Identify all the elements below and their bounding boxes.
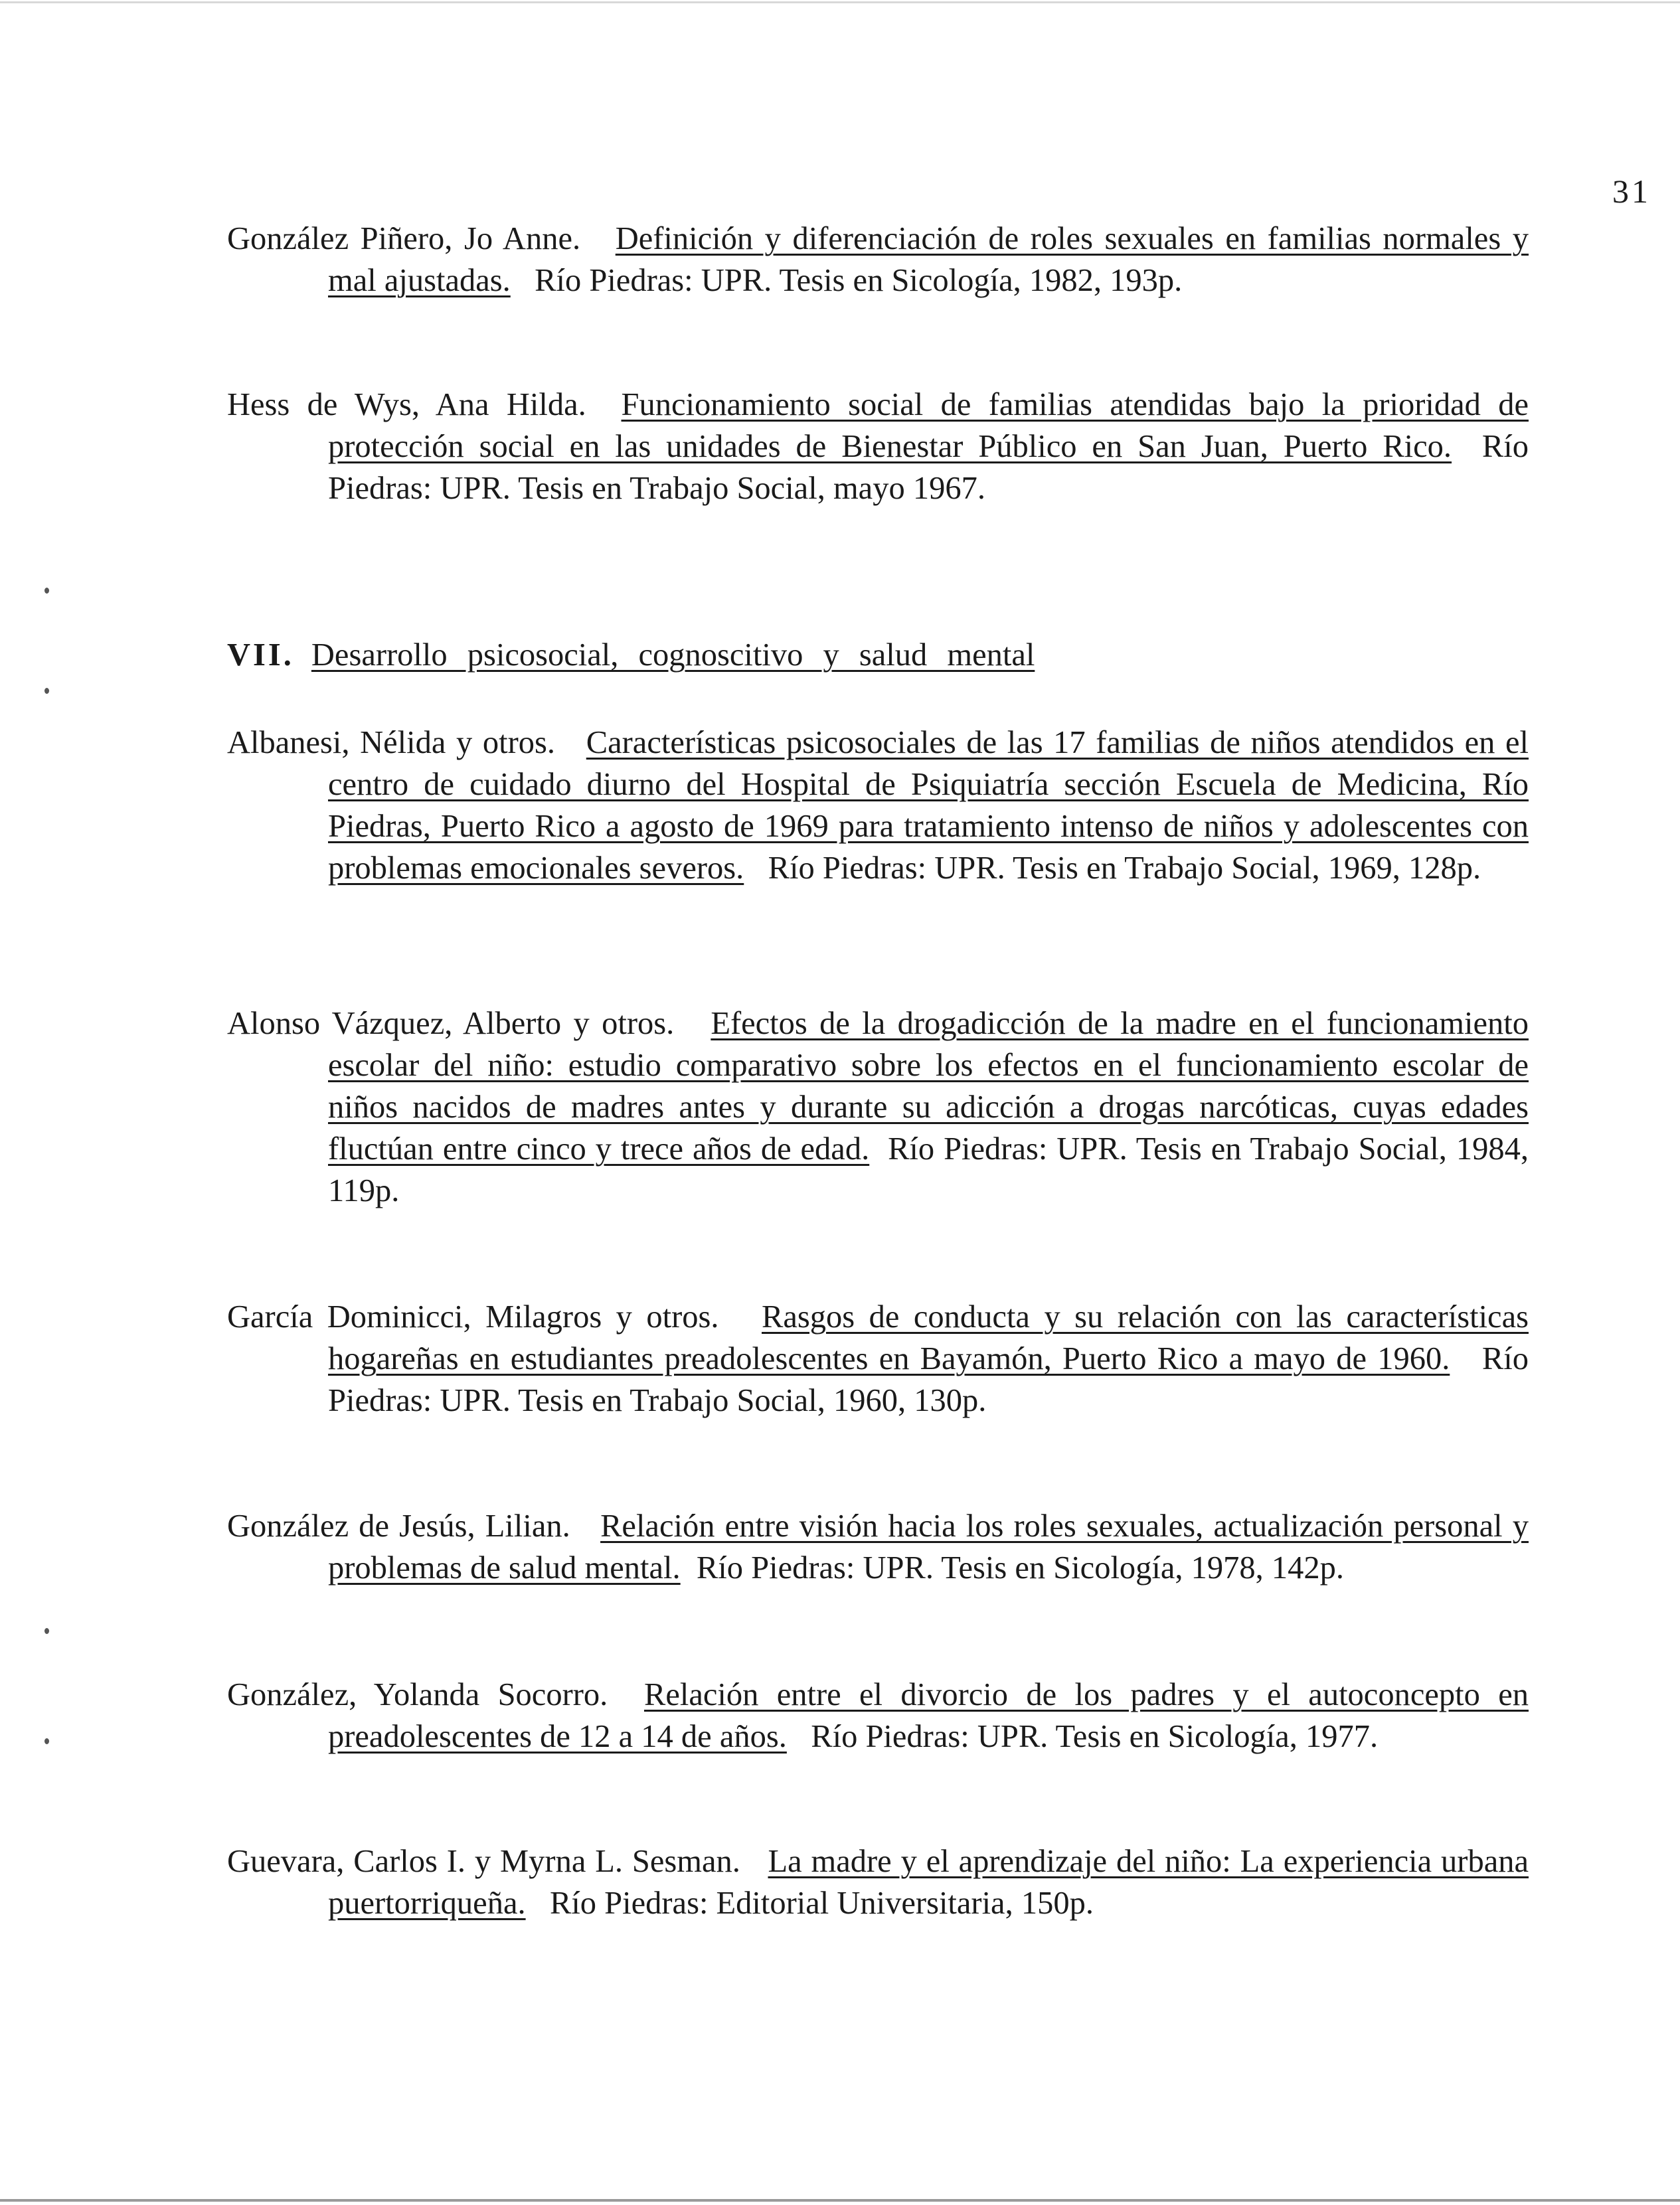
entry-author: González Piñero, Jo Anne. xyxy=(227,221,581,256)
entry-publication: Río Piedras: UPR. Tesis en Sicología, 1977. xyxy=(811,1719,1379,1754)
entry-author: Alonso Vázquez, Alberto y otros. xyxy=(227,1006,675,1041)
entry-title: Definición y diferenciación de roles sexuales en familias normales y mal ajustadas. xyxy=(328,221,1529,298)
bibliography-entry xyxy=(227,1296,1529,1422)
entry-title: Rasgos de conducta y su relación con las características hogareñas en estudiantes preadolescentes en Bayamón, Puerto Rico a mayo de 1960. xyxy=(328,1299,1529,1376)
entry-title: Funcionamiento social de familias atendidas bajo la prioridad de protección social en las unidades de Bienestar Público en San Juan, Puerto Rico. xyxy=(328,387,1529,464)
bibliography-entry xyxy=(227,1003,1529,1212)
entry-author: González, Yolanda Socorro. xyxy=(227,1677,608,1712)
entry-author: Hess de Wys, Ana Hilda. xyxy=(227,387,586,422)
entry-author: García Dominicci, Milagros y otros. xyxy=(227,1299,719,1335)
entry-publication: Río Piedras: UPR. Tesis en Sicología, 1978, 142p. xyxy=(696,1550,1345,1586)
section-heading xyxy=(227,634,1428,676)
entry-publication: Río Piedras: Editorial Universitaria, 150p. xyxy=(549,1886,1094,1921)
entry-title: Características psicosociales de las 17 familias de niños atendidos en el centro de cuidado diurno del Hospital de Psiquiatría sección Escuela de Medicina, Río Piedras, Puerto Rico a agosto de 1969 para tratamiento intenso de niños y adolescentes con problemas emocionales severos. xyxy=(328,725,1529,886)
entry-publication: Río Piedras: UPR. Tesis en Trabajo Social, mayo 1967. xyxy=(328,429,1529,506)
bibliography-entry xyxy=(227,384,1529,509)
entry-publication: Río Piedras: UPR. Tesis en Trabajo Social, 1969, 128p. xyxy=(768,851,1481,886)
margin-speck xyxy=(44,1628,49,1634)
top-scan-edge xyxy=(0,1,1680,3)
section-number: VII. xyxy=(227,637,294,673)
entry-title: Relación entre el divorcio de los padres y el autoconcepto en preadolescentes de 12 a 14 de años. xyxy=(328,1677,1529,1754)
bibliography-entry xyxy=(227,1505,1529,1589)
bottom-scan-edge xyxy=(0,2199,1680,2202)
bibliography-entry xyxy=(227,218,1529,301)
page-number: 31 xyxy=(1612,173,1651,210)
entry-author: Albanesi, Nélida y otros. xyxy=(227,725,555,760)
entry-title: Efectos de la drogadicción de la madre en el funcionamiento escolar del niño: estudio comparativo sobre los efectos en el funcionamiento escolar de niños nacidos de madres antes y durante su adicción a drogas narcóticas, cuyas edades fluctúan entre cinco y trece años de edad. xyxy=(328,1006,1529,1167)
margin-speck xyxy=(44,588,49,594)
entry-author: González de Jesús, Lilian. xyxy=(227,1509,570,1544)
bibliography-entry xyxy=(227,722,1529,889)
entry-author: Guevara, Carlos I. y Myrna L. Sesman. xyxy=(227,1844,740,1879)
margin-speck xyxy=(44,1738,49,1744)
bibliography-entry xyxy=(227,1674,1529,1757)
entry-title: Relación entre visión hacia los roles sexuales, actualización personal y problemas de salud mental. xyxy=(328,1509,1529,1586)
section-title: Desarrollo psicosocial, cognoscitivo y salud mental xyxy=(311,637,1035,673)
entry-title: La madre y el aprendizaje del niño: La experiencia urbana puertorriqueña. xyxy=(328,1844,1529,1921)
margin-speck xyxy=(44,688,49,694)
entry-publication: Río Piedras: UPR. Tesis en Trabajo Social, 1984, 119p. xyxy=(328,1131,1529,1208)
entry-publication: Río Piedras: UPR. Tesis en Trabajo Social, 1960, 130p. xyxy=(328,1341,1529,1418)
entry-publication: Río Piedras: UPR. Tesis en Sicología, 1982, 193p. xyxy=(535,263,1183,298)
bibliography-entry xyxy=(227,1840,1529,1924)
